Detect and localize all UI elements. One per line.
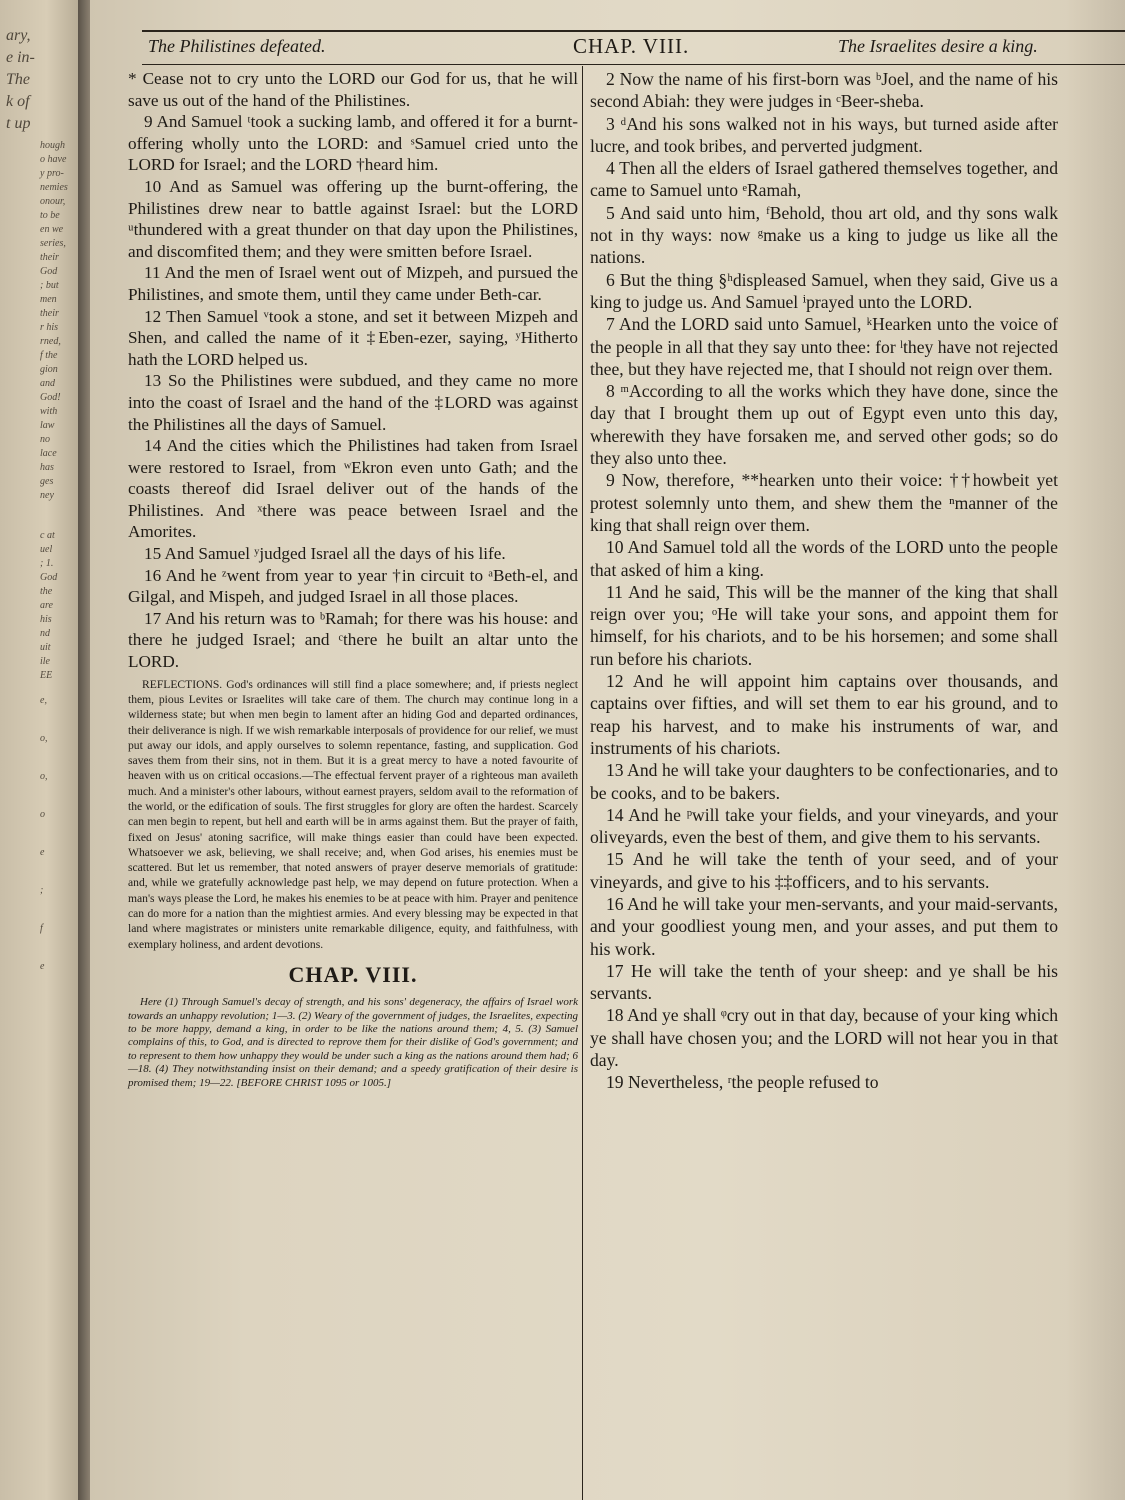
facing-page-fragment: God [40, 572, 58, 583]
facing-page-fragment: EE [40, 670, 53, 681]
facing-page-fragment: has [40, 462, 54, 473]
facing-page-fragment: men [40, 294, 57, 305]
facing-page-fragment: series, [40, 238, 66, 249]
running-head [148, 34, 1125, 64]
facing-page-fragment: their [40, 308, 59, 319]
facing-page-fragment: their [40, 252, 59, 263]
facing-page-fragment: t up [6, 115, 31, 132]
facing-page-fragment: o, [40, 771, 48, 782]
facing-page-fragment: lace [40, 448, 57, 459]
verse: 13 So the Philistines were subdued, and they came no more into the coast of Israel and the hand of the ‡LORD was against the Philistines all the days of Samuel. [128, 371, 578, 434]
verse: 9 And Samuel ᵗtook a sucking lamb, and offered it for a burnt-offering wholly unto the LORD: and ˢSamuel cried unto the LORD for Israel; and the LORD †heard him. [128, 112, 578, 175]
verse: 9 Now, therefore, **hearken unto their voice: ††howbeit yet protest solemnly unto them, and shew them the ⁿmanner of the king that shall reign over them. [590, 470, 1058, 535]
verse: 17 He will take the tenth of your sheep: and ye shall be his servants. [590, 960, 1058, 1004]
facing-page-fragment: uit [40, 642, 51, 653]
verse: 15 And Samuel ʸjudged Israel all the days of his life. [144, 544, 506, 564]
verse: 7 And the LORD said unto Samuel, ᵏHearken unto the voice of the people in all that they say unto thee: for ˡthey have not rejected thee, but they have rejected me, that I should not reign over them. [590, 314, 1058, 379]
facing-page-fragment: y pro- [40, 168, 64, 179]
verse: 18 And ye shall ᵠcry out in that day, because of your king which ye shall have chosen you; and the LORD will not hear you in that day. [590, 1005, 1058, 1071]
facing-page-fragment: r his [40, 322, 59, 333]
verse: 4 Then all the elders of Israel gathered themselves together, and came to Samuel unto ᵉRamah, [590, 158, 1058, 201]
facing-page-fragment: onour, [40, 196, 66, 207]
verse: 17 And his return was to ᵇRamah; for there was his house: and there he judged Israel; and ᶜthere he built an altar unto the LORD. [128, 608, 578, 672]
facing-page-fragment: God [40, 266, 58, 277]
chapter-summary: Here (1) Through Samuel's decay of strength, and his sons' degeneracy, the affairs of Israel work towards an unhappy revolution; 1—3. (2) Weary of the government of judges, the Israelites, expecting to be more happy, demand a king, in order to be like the nations around them; 4, 5. (3) Samuel complains of this, to God, and is directed to reprove them for their dislike of God's government; and to represent to them how unhappy they would be under such a king as the nations around them had; 6—18. (4) They notwithstanding insist on their demand; and a speedy gratification of their desire is promised them; 19—22. [BEFORE CHRIST 1095 or 1005.] [128, 996, 578, 1089]
reflections-paragraph: REFLECTIONS. God's ordinances will still find a place somewhere; and, if priests neglect them, pious Levites or Israelites will take care of them. The church may continue long in a wilderness state; but when men begin to lament after an hiding God and departed ordinances, their deliverance is nigh. If we wish remarkable interposals of providence for our relief, we must put away our idols, and apply ourselves to solemn repentance, fasting, and supplication. God saves them from their sins, not in them. But it is a great mercy to have a noted favourite of heaven with us on critical occasions.—The effectual fervent prayer of a righteous man availeth much. And a minister's other labours, without earnest prayers, seldom avail to the reformation of the world, or the edification of souls. The first struggles for glory are often the hardest. Scarcely can men begin to repent, but hell and earth will be in arms against them. But the prayer of faith, fixed on Jesus' atoning sacrifice, will make things easier than could have been expected. Whatsoever we ask, believing, we shall receive; and, when God arises, his enemies must be scattered. But let us remember, that noted answers of prayer deserve memorials of gratitude: and, while we gratefully acknowledge past help, we may depend on future protection. When a man's ways please the Lord, he makes his enemies to be at peace with him. Prayer and penitence can do more for a nation than the mightiest armies. And every blessing may be expected in that land where magistrates or ministers unite remarkable diligence, equity, and faithfulness, with exemplary holiness, and ardent devotions. [128, 677, 578, 951]
facing-page-fragment: f the [40, 350, 58, 361]
verse: 6 But the thing §ʰdispleased Samuel, when they said, Give us a king to judge us. And Samuel ⁱprayed unto the LORD. [590, 269, 1058, 312]
verse: 10 And as Samuel was offering up the burnt-offering, the Philistines drew near to battle against Israel: but the LORD ᵘthundered with a great thunder on that day upon the Philistines, and discomfited them; and they were smitten before Israel. [128, 176, 578, 261]
facing-page-fragment: nd [40, 628, 50, 639]
facing-page-fragment: e, [40, 695, 47, 706]
facing-page-fragment: his [40, 614, 52, 625]
facing-page-fragment: e in- [6, 49, 35, 66]
facing-page-fragment: ile [40, 656, 50, 667]
facing-page-fragment: o have [40, 154, 67, 165]
header-rule [142, 64, 1125, 65]
book-gutter [78, 0, 90, 1500]
facing-page-fragment: k of [6, 93, 30, 110]
facing-page-fragment: ges [40, 476, 54, 487]
left-column [128, 68, 578, 1101]
facing-page-edge [0, 0, 78, 1500]
verse: 12 Then Samuel ᵛtook a stone, and set it between Mizpeh and Shen, and called the name of it ‡Eben-ezer, saying, ʸHitherto hath the LORD helped us. [128, 306, 578, 369]
verse: 15 And he will take the tenth of your seed, and of your vineyards, and give to his ‡‡officers, and to his servants. [590, 849, 1058, 892]
right-column [590, 68, 1058, 1094]
facing-page-fragment: rned, [40, 336, 61, 347]
facing-page-fragment: are [40, 600, 53, 611]
verse: 16 And he will take your men-servants, and your maid-servants, and your goodliest young men, and your asses, and put them to his work. [590, 893, 1058, 959]
facing-page-fragment: ary, [6, 27, 31, 44]
left-verses [128, 68, 578, 673]
facing-page-fragment: ney [40, 490, 54, 501]
facing-page-fragment: the [40, 586, 53, 597]
facing-page-fragment: The [6, 71, 30, 88]
facing-page-fragment: God! [40, 392, 61, 403]
verse: 16 And he ᶻwent from year to year †in circuit to ᵃBeth-el, and Gilgal, and Mispeh, and judged Israel in all those places. [128, 565, 578, 607]
verse: 13 And he will take your daughters to be confectionaries, and to be cooks, and to be bakers. [590, 760, 1058, 803]
verse: 5 And said unto him, ᶠBehold, thou art old, and thy sons walk not in thy ways: now ᵍmake us a king to judge us like all the nations. [590, 202, 1058, 268]
verse: 12 And he will appoint him captains over thousands, and captains over fifties, and will set them to ear his ground, and to reap his harvest, and to make his instruments of war, and instruments of his chariots. [590, 671, 1058, 758]
verse: 3 ᵈAnd his sons walked not in his ways, but turned aside after lucre, and took bribes, and perverted judgment. [590, 113, 1058, 156]
facing-page-fragment: and [40, 378, 55, 389]
facing-page-fragment: e [40, 847, 45, 858]
facing-page-fragment: with [40, 406, 58, 417]
page-shadow [1065, 0, 1125, 1500]
facing-page-fragment: hough [40, 140, 65, 151]
chapter-heading: CHAP. VIII. [288, 961, 418, 987]
verse: 14 And the cities which the Philistines had taken from Israel were restored to Israel, from ʷEkron even unto Gath; and the coasts thereof did Israel deliver out of the hands of the Philistines. And ˣthere was peace between Israel and the Amorites. [128, 436, 578, 542]
facing-page-fragment: en we [40, 224, 64, 235]
verse: 8 ᵐAccording to all the works which they have done, since the day that I brought them up out of Egypt even unto this day, wherewith they have forsaken me, and served other gods; so do they also unto thee. [590, 381, 1058, 469]
facing-page-fragment: o, [40, 733, 48, 744]
facing-page-fragment: ; 1. [40, 558, 54, 569]
verse: * Cease not to cry unto the LORD our God for us, that he will save us out of the hand of the Philistines. [128, 69, 578, 110]
facing-page-fragment: to be [40, 210, 60, 221]
verse: 2 Now the name of his first-born was ᵇJoel, and the name of his second Abiah: they were judges in ᶜBeer-sheba. [590, 69, 1058, 112]
right-verses [590, 68, 1058, 1094]
facing-page-fragment: gion [40, 364, 58, 375]
verse: 19 Nevertheless, ʳthe people refused to [606, 1072, 879, 1093]
running-head-right: The Israelites desire a king. [838, 36, 1038, 56]
facing-page-fragment: c at [40, 530, 55, 541]
column-divider [582, 66, 583, 1500]
book-page [90, 0, 1125, 1500]
top-rule [142, 30, 1125, 32]
facing-page-fragment: e [40, 961, 45, 972]
facing-page-fragment: no [40, 434, 50, 445]
running-head-left: The Philistines defeated. [148, 36, 326, 56]
running-head-chapter: CHAP. VIII. [573, 34, 690, 58]
verse: 11 And he said, This will be the manner of the king that shall reign over you; ᵒHe will take your sons, and appoint them for himself, for his chariots, and to be his horsemen; and some shall run before his chariots. [590, 581, 1058, 669]
facing-page-fragment: law [40, 420, 55, 431]
facing-page-fragment: nemies [40, 182, 68, 193]
verse: 11 And the men of Israel went out of Mizpeh, and pursued the Philistines, and smote them, until they came under Beth-car. [128, 263, 578, 304]
facing-page-fragment: ; but [40, 280, 59, 291]
verse: 10 And Samuel told all the words of the LORD unto the people that asked of him a king. [590, 537, 1058, 580]
facing-page-fragment: ; [40, 885, 44, 896]
verse: 14 And he ᵖwill take your fields, and your vineyards, and your oliveyards, even the best of them, and give them to his servants. [590, 804, 1058, 848]
facing-page-fragment: o [40, 809, 45, 820]
facing-page-fragment: uel [40, 544, 53, 555]
facing-page-fragment: f [40, 923, 43, 934]
